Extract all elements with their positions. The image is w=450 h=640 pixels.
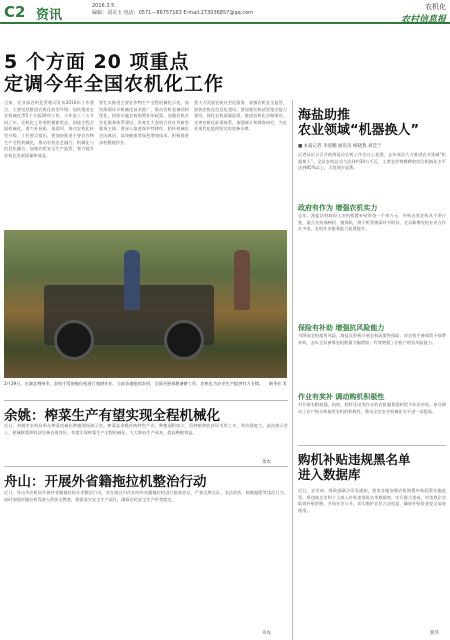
right-story-b-title-line1: 购机补贴违规黑名单 (298, 452, 411, 467)
story3-title: 舟山：开展外省籍拖拉机整治行动 (4, 474, 207, 490)
right-author: ■ 本报记者 李晨鹏 通讯员 杨晓燕 刘佳宁 (298, 144, 382, 149)
right-subhead-1: 政府有作为 增强农机实力 (298, 204, 378, 212)
photo-credit: 新华社 发 (268, 381, 287, 386)
person-figure (124, 250, 140, 310)
editor-contact: 编辑：刘美玉 电话：0571—86757163 E-mail:273036857@qq.com (92, 10, 253, 16)
header-meta (92, 3, 253, 17)
newspaper-logo: 农村信息报 (400, 15, 446, 25)
right-subhead-3: 作业有奖补 调动购机积极性 (298, 393, 385, 401)
wheel-icon (54, 320, 94, 360)
story3-body: 近日，舟山市农机局开展外省籍拖拉机专项整治行动，对在辖区内作业的外省籍拖拉机进行排查登记，严查无牌无证、非法改装、超载超限等违法行为。同时加强对拖拉机驾驶人的安全教育，督促落实安全生产责任，确保农机安全生产形势稳定。 (4, 490, 288, 502)
right-story-b-author: 新华 (430, 631, 439, 636)
main-body-col3: 要大力发展农机社会化服务，加强农机安全监管，加快农机化信息化建设。要加强农机试验鉴定能力建设，强化农机质量监督。推进农机化法制建设，完善农机化标准体系，加强统计和调查研究，为农业现代化提供坚实的装备支撑。 (194, 100, 287, 132)
right-lead: 记者从近日召开的海盐县农机工作会议上获悉，去年该县大力推进农业领域“机器换人”，全县农机总动力达到约30万千瓦，主要农作物耕种收综合机械化水平达到85%以上，示范效应显著。 (298, 152, 446, 171)
right-sub2-body: 为降低农机使用风险，海盐县积极开展农机政策性保险，对农机手参保给予保费补助，去年全县参保农机数量大幅增加，有效增强了农机户的抗风险能力。 (298, 333, 446, 345)
divider (4, 466, 288, 467)
person-figure (234, 250, 250, 310)
tractor-photo (4, 230, 287, 378)
headline-line1: 5 个方面 20 项重点 (4, 51, 190, 73)
right-subhead-2: 保险有补助 增强抗风险能力 (298, 324, 385, 332)
right-story-b-title-line2: 进入数据库 (298, 467, 361, 482)
section-label: 农机化 (425, 3, 446, 11)
story2-title: 余姚：榨菜生产有望实现全程机械化 (4, 408, 220, 424)
right-headline (298, 108, 448, 138)
right-story-b-body: 近日，农业部、财政部联合印发通知，要求各地加强农机购置补贴政策实施监管，将违规企业和个人纳入补贴违规黑名单数据库，实行联合惩戒，对违规企业取消补贴资格，并向社会公开，切实维护农民合法权益，确保补贴资金安全高效使用。 (298, 488, 446, 513)
page-header (0, 0, 450, 24)
divider (4, 400, 288, 401)
main-headline (4, 47, 289, 95)
issue-date: 2016.3.5 (92, 3, 115, 9)
page-number: C2 (4, 3, 26, 21)
story3-author: 舟农 (262, 631, 271, 636)
right-sub1-body: 去年，海盐县财政投入农机购置补贴资金一千余万元，补贴各类农机具千余台套，重点支持插秧机、植保机、烘干机等薄弱环节机具，全县新增农机专业合作社多家，农机作业服务能力显著提升。 (298, 213, 446, 232)
wheel-icon (164, 320, 204, 360)
headline-line2: 定调今年全国农机化工作 (4, 73, 225, 95)
divider (298, 445, 446, 446)
header-brand (401, 2, 446, 25)
right-story-b-title (298, 452, 448, 482)
caption-text: 2月29日，在湖北荆州市，农机手驾驶拖拉机进行春耕作业。当前各地抢抓农时，全面开展春耕备耕工作，农机化为农业生产提供有力支撑。 (4, 381, 264, 386)
column-divider (292, 100, 293, 640)
main-body-col2: 要扎实推进主要农作物生产全程机械化示范，加快薄弱环节机械化技术推广，推动农机装备结构优化，持续实施农机购置补贴政策，加强农机社会化服务体系建设，培育壮大农机合作社等新型服务主体。要深入推进保护性耕作、秸秆机械化还田离田、高效植保等绿色增效技术，积极推进深松整地作业。 (99, 100, 189, 145)
right-sub3-body: 对开展水稻机插、机收、秸秆还田等作业的农机服务组织给予作业补贴，充分调动了农户购买和使用农机的积极性，推动全县农业机械化水平进一步提高。 (298, 402, 446, 414)
main-body-col1: 日前，农业部农机化管理司发布2016年工作要点，主要包括推进农机化转型升级、加快推进农业机械化等5个方面20项工作。今年是十三五开局之年，农机化工作要把握新常态，围绕全程全面机械化，着力补短板、强弱项，推动农机化转型升级。工作要点提出，要加快推进主要农作物生产全程机械化，推动农机农艺融合、机械化与信息化融合，加强农机安全生产监管，着力提升农机化发展质量和效益。 (4, 100, 94, 158)
story2-body: 近日，余姚市农机局举办榨菜机械化种植现场演示会。榨菜是余姚传统特色产业，种植面积较大，但种植和收获环节用工多、劳动强度大。此次演示会上，机械移栽和收获设备表现良好，有望实现榨菜生产全程机械化，大大降低生产成本，提高种植效益。 (4, 423, 288, 435)
section-title: 资讯 (36, 8, 63, 23)
photo-caption (4, 381, 287, 387)
right-headline-line1: 海盐助推 (298, 108, 351, 123)
story2-author: 余农 (262, 460, 271, 465)
right-headline-line2: 农业领域“机器换人” (298, 123, 420, 138)
